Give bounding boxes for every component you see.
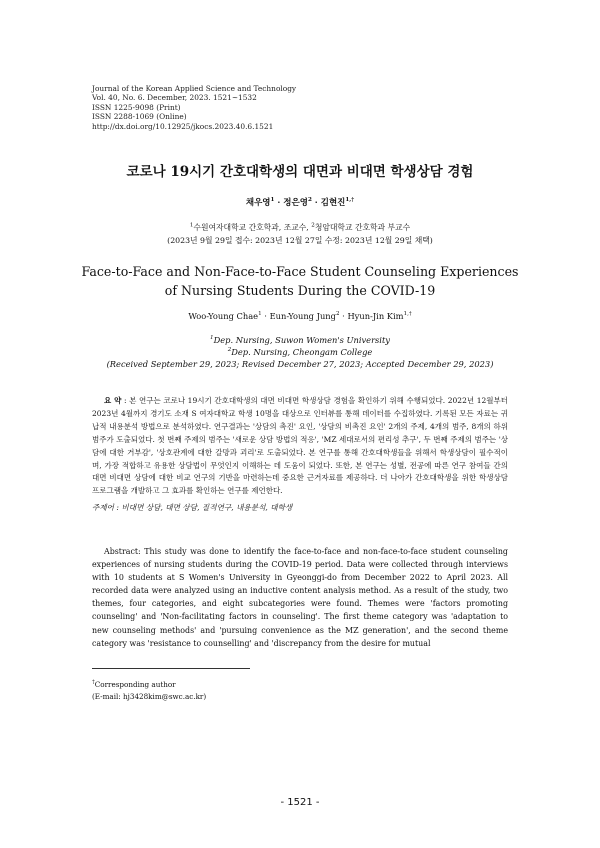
affil-en-text-2: Dep. Nursing, Cheongam College [231,347,373,358]
author-ko-sep-2: · [311,198,321,208]
footnote-corresponding [92,679,206,691]
authors-korean [0,196,600,208]
affiliation-english [0,334,600,371]
footnote-dagger: † [92,679,95,686]
title-korean: 코로나 19시기 간호대학생의 대면과 비대면 학생상담 경험 [126,164,474,180]
journal-info [92,84,296,131]
affiliation-en-line-2 [0,346,600,358]
journal-volume: Vol. 40, No. 6. December, 2023. 1521~1532 [92,93,257,103]
journal-issn-online: ISSN 2288-1069 (Online) [92,112,187,122]
abstract-en-text: : This study was done to identify the face-to-face and non-face-to-face student counseling experiences of nursing students during the COVID-19 period. Data were collected through interviews with 10 students at S Women's University in Gyeonggi-do from December 2022 to April 2023. All recorded data were analyzed using an inductive content analysis method. As a result of the study, two themes, four categories, and eight subcategories were found. Themes were 'factors promoting counseling' and 'Non-facilitating factors in counseling'. The first theme category was 'adaptation to new counseling methods' and 'pursuing convenience as the MZ generation', and the second theme category was 'resistance to counselling' and 'discrepancy from the desire for mutual [92,547,508,648]
journal-issn-print: ISSN 1225-9098 (Print) [92,102,181,112]
affiliation-en-dates: (Received September 29, 2023; Revised December 27, 2023; Accepted December 29, 2023) [106,359,494,370]
author-en-sep-1: · [261,311,270,321]
abstract-ko-text: : 본 연구는 코로나 19시기 간호대학생의 대면 비대면 학생상담 경험을 확인하기 위해 수행되었다. 2022년 12월부터 2023년 4월까지 경기도 소재 S 여자대학교 학생 10명을 대상으로 인터뷰를 통해 데이터를 수집하였다. 기록된 모든 자료는 귀납적 내용분석 방법으로 분석하였다. 연구결과는 '상담의 촉진' 요인, '상담의 비촉진 요인' 2개의 주제, 4개의 범주, 8개의 하위범주가 도출되었다. 첫 번째 주제의 범주는 '새로운 상담 방법의 적응', 'MZ 세대로서의 편리성 추구', 두 번째 주제의 범주는 '상담에 대한 거부감', '상호관계에 대한 갈망과 괴리'로 도출되었다. 본 연구를 통해 간호대학생들을 위해서 학생상담이 필수적이며, 가장 적합하고 유용한 상담법이 무엇인지 이해하는 데 도움이 되었다. 또한, 본 연구는 성별, 전공에 따른 연구 참여들 간의 대면 비대면 상담에 대한 비교 연구의 기반을 마련하는데 중요한 근거자료를 제공하다. 더 나아가 간호대학생을 위한 학생상담 프로그램을 개발하고 그 효과를 확인하는 연구를 제언한다. [92,396,508,496]
affil-en-sup-2: 2 [227,347,232,354]
affil-en-sup-1: 1 [210,335,214,342]
journal-name: Journal of the Korean Applied Science and Technology [92,84,297,93]
abstract-english [92,545,508,650]
abstract-en-label: Abstract [104,547,139,556]
author-ko-2: 정은영 [283,198,308,208]
author-ko-sep-1: · [274,198,284,208]
authors-english [0,311,600,321]
author-ko-3-sup: 1,† [345,197,355,204]
affil-ko-sup-2: 2 [311,222,315,229]
affiliation-en-line-1 [0,334,600,346]
affiliation-ko-dates: (2023년 9월 29일 접수: 2023년 12월 27일 수정: 2023년 12월 29일 채택) [167,236,433,245]
author-ko-1: 채우영 [245,198,271,208]
author-en-3: Hyun-Jin Kim [347,311,404,321]
author-en-2-sup: 2 [335,311,340,318]
author-en-2: Eun-Young Jung [269,311,336,321]
title-en-line-2: of Nursing Students During the COVID-19 [164,283,436,298]
author-ko-2-sup: 2 [307,197,312,204]
author-en-1-sup: 1 [258,311,262,318]
author-ko-3: 김현진 [320,198,346,208]
footnote-email: (E-mail: hj3428kim@swc.ac.kr) [92,691,207,701]
author-en-3-sup: 1,† [403,311,412,318]
author-en-sep-2: · [339,311,348,321]
abstract-ko-label: 요 약 [104,396,122,405]
title-english [0,262,600,300]
affil-en-text-1: Dep. Nursing, Suwon Women's University [213,335,390,345]
author-en-1: Woo-Young Chae [188,311,259,321]
affiliation-ko-line [0,221,600,234]
author-ko-1-sup: 1 [270,197,275,204]
footnote-label: Corresponding author [94,680,176,689]
affiliation-korean [0,221,600,247]
title-en-line-1: Face-to-Face and Non-Face-to-Face Student Counseling Experiences [81,264,519,279]
footnote-divider [92,668,250,669]
abstract-korean [92,395,508,498]
footnote [92,679,206,702]
journal-doi[interactable]: http://dx.doi.org/10.12925/jkocs.2023.40.6.1521 [92,121,274,131]
affil-ko-text-1: 수원여자대학교 간호학과, 조교수, [193,223,312,232]
page-number: - 1521 - [280,797,320,808]
affil-ko-sup-1: 1 [189,222,194,229]
keywords-korean: 주제어 : 비대면 상담, 대면 상담, 질적연구, 내용분석, 대학생 [92,503,293,512]
affil-ko-text-2: 청암대학교 간호학과 부교수 [314,223,411,232]
